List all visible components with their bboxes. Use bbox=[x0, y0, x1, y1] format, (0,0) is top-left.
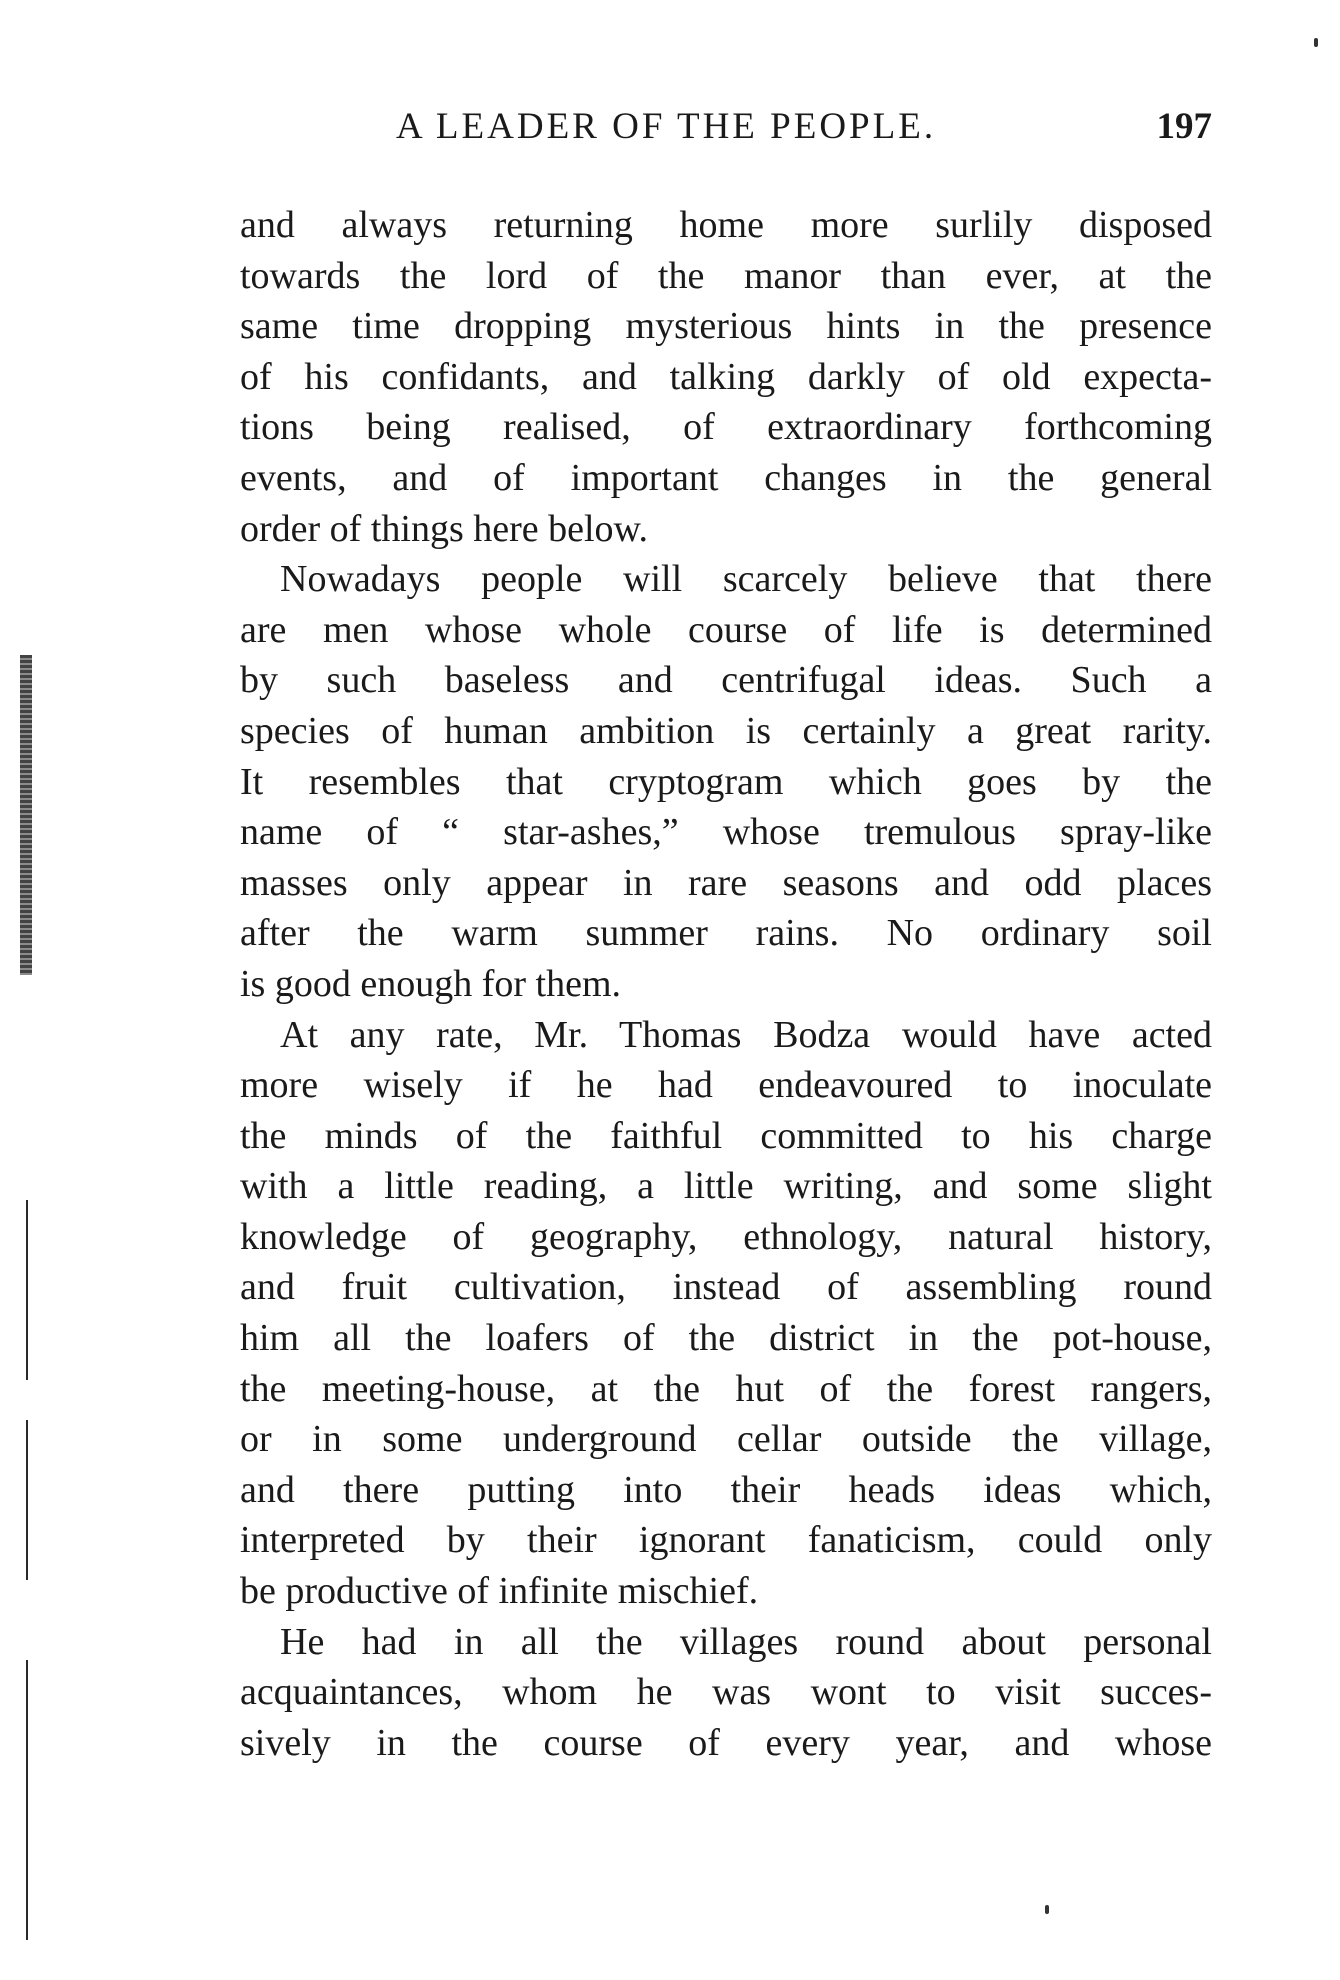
text-line: is good enough for them. bbox=[240, 962, 622, 1005]
text-line: interpreted by their ignorant fanaticism, could only bbox=[240, 1519, 1212, 1562]
paragraph bbox=[240, 1617, 1212, 1769]
text-line: same time dropping mysterious hints in the presence bbox=[240, 305, 1212, 348]
scan-speck bbox=[1045, 1905, 1049, 1914]
text-line: order of things here below. bbox=[240, 507, 649, 550]
text-line: At any rate, Mr. Thomas Bodza would have acted bbox=[280, 1013, 1212, 1056]
body-text bbox=[240, 200, 1212, 1768]
text-line: species of human ambition is certainly a great rarity. bbox=[240, 709, 1212, 752]
text-line: are men whose whole course of life is determined bbox=[240, 608, 1212, 651]
text-line: him all the loafers of the district in the pot-house, bbox=[240, 1317, 1212, 1360]
scan-edge-line bbox=[26, 1660, 28, 1940]
text-line: acquaintances, whom he was wont to visit succes- bbox=[240, 1671, 1212, 1714]
scan-edge-line bbox=[26, 1420, 28, 1580]
text-line: be productive of infinite mischief. bbox=[240, 1570, 759, 1613]
page-number: 197 bbox=[1156, 106, 1212, 147]
text-line: tions being realised, of extraordinary forthcoming bbox=[240, 406, 1212, 449]
text-line: It resembles that cryptogram which goes by the bbox=[240, 760, 1212, 803]
text-line: name of “ star-ashes,” whose tremulous spray-like bbox=[240, 811, 1212, 854]
text-line: the minds of the faithful committed to his charge bbox=[240, 1114, 1212, 1157]
scan-speck bbox=[1314, 38, 1318, 47]
text-line: towards the lord of the manor than ever, at the bbox=[240, 254, 1212, 297]
paragraph bbox=[240, 554, 1212, 1009]
text-line: by such baseless and centrifugal ideas. Such a bbox=[240, 659, 1212, 702]
text-line: or in some underground cellar outside the village, bbox=[240, 1418, 1212, 1461]
running-head bbox=[240, 105, 1212, 155]
running-title: A LEADER OF THE PEOPLE. bbox=[396, 106, 937, 147]
text-line: knowledge of geography, ethnology, natural history, bbox=[240, 1215, 1212, 1258]
text-line: masses only appear in rare seasons and odd places bbox=[240, 861, 1212, 904]
text-line: more wisely if he had endeavoured to inoculate bbox=[240, 1064, 1212, 1107]
scan-gutter-shadow bbox=[20, 655, 32, 975]
text-line: and always returning home more surlily disposed bbox=[240, 204, 1212, 246]
text-line: of his confidants, and talking darkly of old expecta- bbox=[240, 355, 1212, 398]
scan-edge-line bbox=[26, 1200, 28, 1380]
text-line: Nowadays people will scarcely believe that there bbox=[280, 558, 1212, 601]
text-line: He had in all the villages round about personal bbox=[280, 1620, 1212, 1663]
text-line: and fruit cultivation, instead of assembling round bbox=[240, 1266, 1212, 1309]
text-line: with a little reading, a little writing, and some slight bbox=[240, 1165, 1212, 1208]
text-line: after the warm summer rains. No ordinary soil bbox=[240, 912, 1212, 955]
text-line: events, and of important changes in the general bbox=[240, 456, 1212, 499]
paragraph bbox=[240, 200, 1212, 554]
paragraph bbox=[240, 1010, 1212, 1617]
text-line: sively in the course of every year, and whose bbox=[240, 1721, 1212, 1764]
text-line: and there putting into their heads ideas which, bbox=[240, 1468, 1212, 1511]
text-line: the meeting-house, at the hut of the forest rangers, bbox=[240, 1367, 1212, 1410]
